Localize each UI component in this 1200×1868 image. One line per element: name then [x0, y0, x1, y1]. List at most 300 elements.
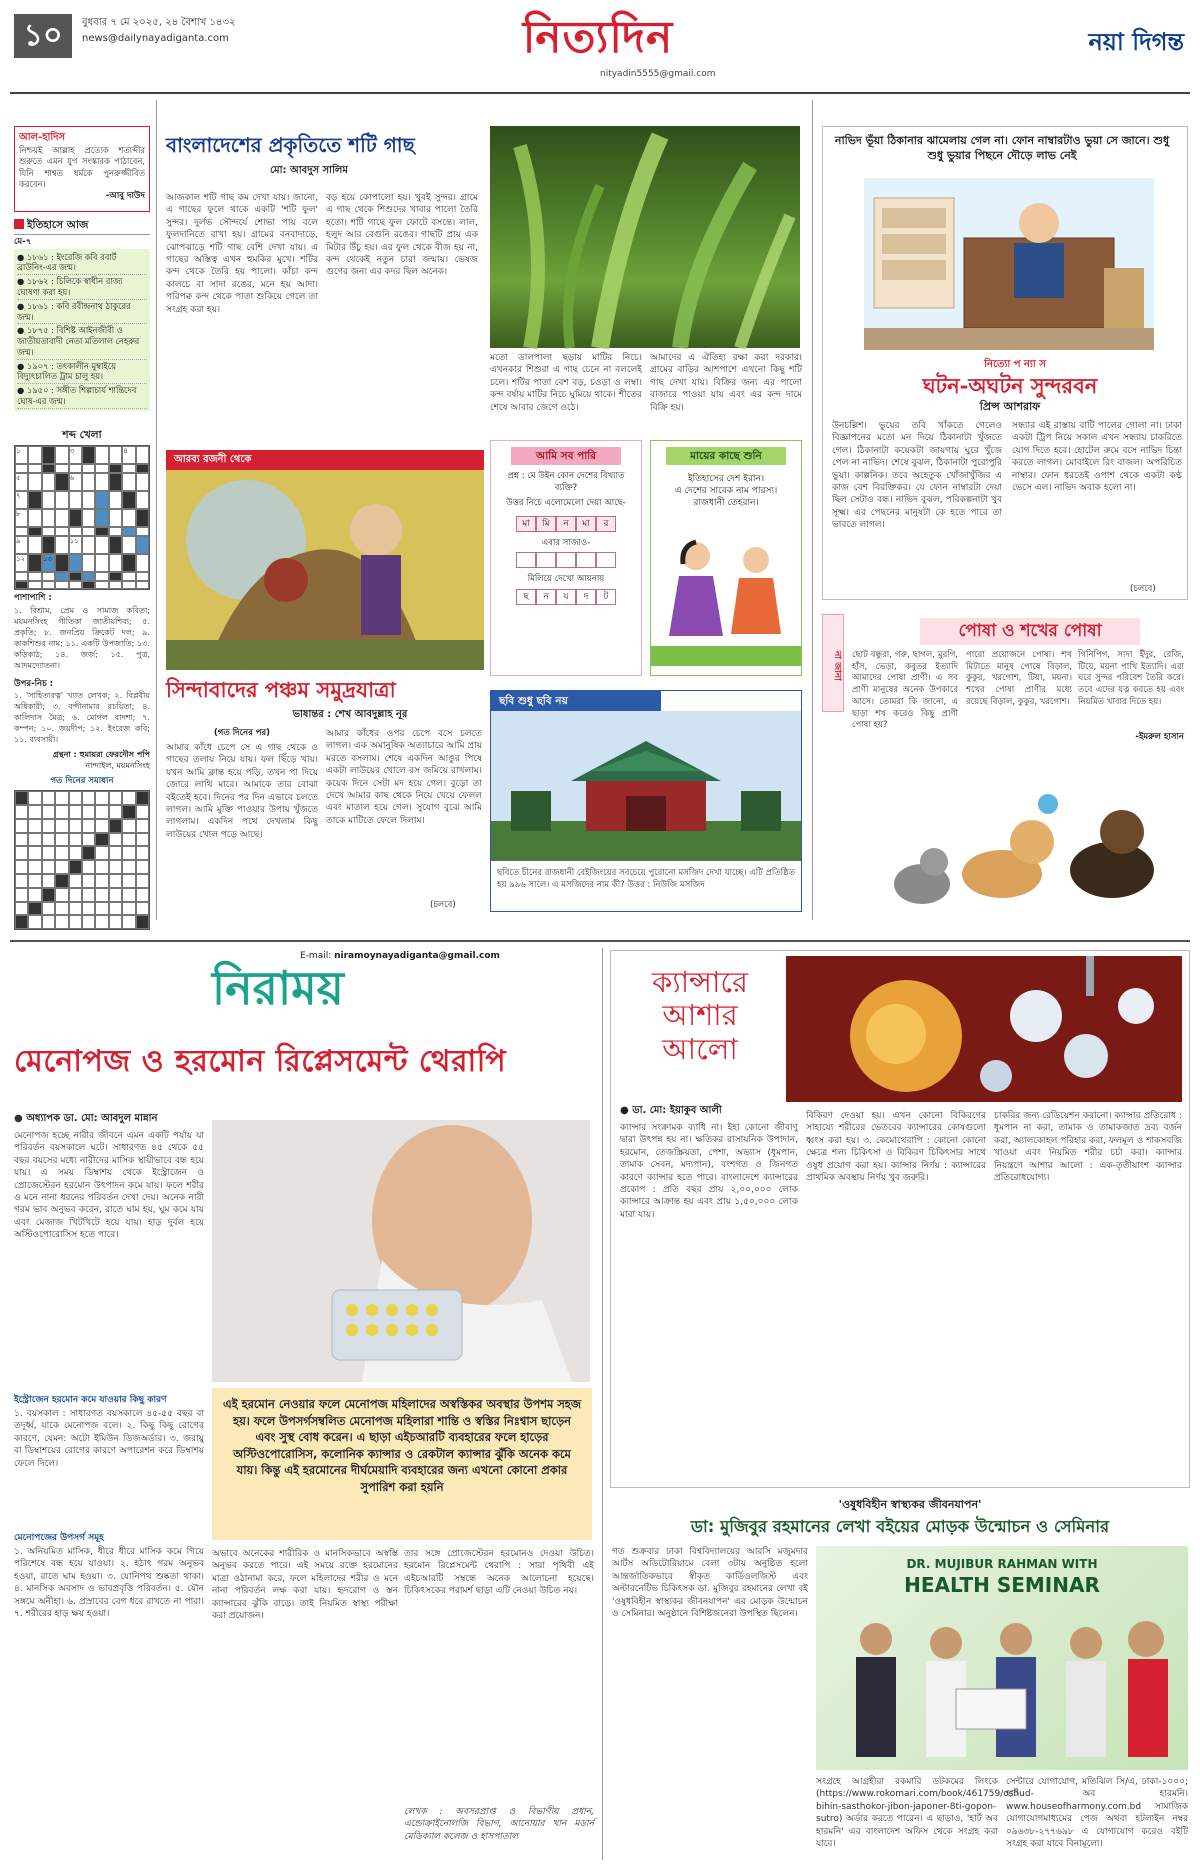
crossword-cell[interactable]: [95, 572, 108, 581]
cancer-title-3: আলো: [662, 1031, 738, 1066]
plant-photo: [490, 126, 800, 348]
quiz-letter: য: [556, 589, 576, 605]
crossword-cell[interactable]: [55, 446, 68, 464]
trees-title: বাংলাদেশের প্রকৃতিতে শটি গাছ: [166, 133, 415, 157]
crossword-cell[interactable]: [82, 446, 95, 464]
arabian-illustration: [166, 470, 484, 670]
answer-cell: [42, 902, 55, 916]
crossword-cell[interactable]: [55, 554, 68, 572]
pets-box: [822, 614, 1188, 916]
answer-cell: [95, 791, 108, 805]
answer-cell: [28, 860, 41, 874]
crossword-cell[interactable]: [42, 509, 55, 527]
answer-cell: [15, 860, 28, 874]
trees-col4: আমাদের এ ঐতিহ্য রক্ষা করা দরকার। গ্রামের বাড়ির আশপাশে এখনো কিছু শটি গাছ দেখা যায়। বিক্রির জন্য এর পালো বাজারে পাওয়া যায় এবং এর কন্দ দামে বিক্রি হয়।: [650, 353, 802, 413]
answer-cell: [136, 860, 149, 874]
answer-cell: [15, 902, 28, 916]
crossword-cell[interactable]: [136, 572, 149, 581]
answer-cell: [69, 860, 82, 874]
crossword-cell[interactable]: [55, 491, 68, 509]
crossword-cell[interactable]: [28, 527, 41, 536]
answer-cell: [136, 874, 149, 888]
arabian-tab: আরব্য রজনী থেকে: [166, 450, 484, 470]
pets-col1: ছোট বন্ধুরা, গরু, ছাগল, মুরগি, হাঁস, ভেড়া, কবুতর ইত্যাদি আমাদের পোষা প্রাণী। এ সব প্রাণী মানুষের অনেক উপকারে আসে। তোমরা কি জানো, এ ছাড়া শখ করেও কিছু প্রাণী পোষা হয়?: [852, 650, 958, 731]
answer-cell: [122, 819, 135, 833]
crossword-cell[interactable]: [95, 446, 108, 464]
quiz-box: [490, 440, 642, 676]
hadith-text: নিশ্চয়ই আল্লাহ প্রত্যেক শতাব্দীর শুরুতে এমন যুগ সংস্কারক পাঠাবেন, যিনি শাশ্বত ধর্মকে পুনরুজ্জীবিত করবেন।: [19, 144, 145, 190]
crossword-cell[interactable]: [55, 581, 68, 590]
answer-cell: [122, 915, 135, 929]
crossword-cell[interactable]: [15, 464, 28, 473]
answer-cell: [55, 888, 68, 902]
answer-cell: [15, 833, 28, 847]
section-title: নিত্যদিন: [522, 12, 674, 63]
crossword-cell[interactable]: [69, 554, 82, 572]
arabian-translator: ভাষান্তর : শেখ আবদুল্লাহ নূর: [292, 709, 408, 720]
answer-cell: [136, 902, 149, 916]
crossword-cell[interactable]: [122, 581, 135, 590]
answer-cell: [15, 915, 28, 929]
answer-cell: [55, 860, 68, 874]
answer-cell: [122, 791, 135, 805]
pets-col3: গিনিপিগ, সাদা ইঁদুর, রেজি, টিয়ে, ময়না পাখি ইত্যাদি। এরা ঘরে সুন্দর পরিবেশ তৈরি করে। তবে এদের যত্ন করতে হয় এবং নিয়মিত খাবার দিতে হয়।: [1078, 650, 1184, 707]
answer-cell: [69, 846, 82, 860]
arabian-prev: (গত দিনের পর): [213, 728, 271, 738]
quiz-letter: মা: [516, 516, 536, 532]
answer-cell: [136, 888, 149, 902]
crossword-cell[interactable]: ১২: [15, 554, 28, 572]
answer-cell: [95, 860, 108, 874]
answer-cell: [95, 902, 108, 916]
crossword-cell[interactable]: [82, 464, 95, 473]
answer-cell: [82, 874, 95, 888]
answer-cell: [82, 915, 95, 929]
crossword-cell[interactable]: [109, 536, 122, 554]
answer-cell: [15, 805, 28, 819]
brand-logo: নয়া দিগন্ত: [1088, 27, 1184, 56]
crossword-cell[interactable]: [136, 446, 149, 464]
crossword-cell[interactable]: [28, 554, 41, 572]
arabian-col2: আমার কাঁধের ওপর চেপে বসে চলতে লাগল। এক অমানুষিক অত্যাচারে আমি প্রায় মরতে বসলাম। শেষে একদিন আঙুর পিষে একটা লাউয়ের খোলে রস জমিয়ে রাখলাম। কয়েক দিনে সেটা মদ হয়ে গেল। বুড়ো তা দেখে আমার কাছ থেকে নিয়ে খেয়ে ফেলল এবং মাতাল হয়ে গেল। সুযোগ বুঝে আমি তাকে মাটিতে ফেলে দিলাম।: [326, 729, 482, 826]
cancer-col1: ক্যান্সার সংক্রামক ব্যাধি না। ইহা কোনো জীবাণু দ্বারা উৎপন্ন হয় না। ক্ষতিকর রাসায়নিক উপাদান, হরমোন, তেজস্ক্রিয়তা, পেশা, অভ্যাস (ধূমপান, তামাক সেবন, মদ্যপান), বংশগত ও জিনগত কারণে ক্যান্সার হতে পারে। বাংলাদেশে ক্যান্সারের প্রকোপ : প্রতি বছর প্রায় ২,০০,০০০ লোক ক্যান্সারে আক্রান্ত হয় এবং প্রায় ১,৫০,০০০ লোক মারা যায়।: [620, 1123, 798, 1220]
crossword-cell[interactable]: [55, 509, 68, 527]
crossword-cell[interactable]: [28, 572, 41, 581]
crossword-cell[interactable]: [28, 536, 41, 554]
answer-cell: [82, 819, 95, 833]
crossword-cell[interactable]: [28, 464, 41, 473]
crossword-cell[interactable]: [55, 464, 68, 473]
answer-cell: [109, 833, 122, 847]
crossword-cell[interactable]: [69, 464, 82, 473]
answer-cell: [28, 805, 41, 819]
crossword-cell[interactable]: [82, 473, 95, 491]
trees-col1: আজকাল শটি গাছ কম দেখা যায়। জানো, এ গাছের ফুলে থাকে একটি 'শটি ফুল' সুন্দর। দুর্লভ সৌন্দর্যে শোভা পায় বলে ফুলদানিতে রাখা হয়। গ্রামের বনবাদাড়ে, ঝোপঝাড়ে শটি গাছ বেশি দেখা যায়। এ গাছের অস্তিত্ব এখন হুমকির মুখে। শটির কন্দ থেকে তৈরি হয় পালো। কাঁচা কন্দ কালচে বা সাদা রঙের, মনে হয় আদা। পরিপক্ব কন্দ থেকে পাতা শুকিয়ে গেলে তা সংগ্রহ করা হয়।: [166, 193, 318, 315]
history-item: ● ১৮৬১ : ইংরেজি কবি রবার্ট ব্রাউনিং-এর জন্ম।: [17, 251, 147, 276]
crossword-cell[interactable]: [55, 473, 68, 491]
crossword-cell[interactable]: [28, 581, 41, 590]
quiz-check: মিলিয়ে দেখো আয়নায়: [527, 574, 605, 585]
quiz-letter: ন: [556, 516, 576, 532]
story-col2: সন্ধ্যার এই রাস্তায় বাটি পালের গোলা না। ঢাকা একটা ট্রিপ নিয়ে সকাল এখন সন্ধ্যায় চাকরিতে যোগ দিতে হবে। হোটেল রুমে বসে নাভিদ চিন্তা করতে লাগল। মোবাইলে রিং বাজল। অপরিচিত নাম্বার। ফোন ধরতেই ওপাশ থেকে একটা কণ্ঠ ভেসে এল। নাভিদ অবাক হলো না।: [1012, 421, 1182, 494]
crossword-cell[interactable]: [55, 527, 68, 536]
answer-cell: [42, 874, 55, 888]
answer-cell: [69, 902, 82, 916]
crossword-answer-grid: [14, 790, 150, 930]
crossword-cell[interactable]: [136, 473, 149, 491]
crossword-cell[interactable]: [109, 473, 122, 491]
answer-cell: [95, 874, 108, 888]
history-item: ● ১৮৭৫ : বিশিষ্ট আইনজীবী ও জাতীয়তাবাদী নেতা মতিলাল নেহরুর জন্ম।: [17, 324, 147, 359]
history-item: ● ১৯৫০ : সঙ্গীত শিল্পাচার্য শান্তিদেব ঘোষ-এর জন্ম।: [17, 384, 147, 409]
crossword-cell[interactable]: ৬: [69, 473, 82, 491]
email-label: E-mail:: [300, 951, 332, 961]
story-note: নাভিদ ভূঁয়া ঠিকানার ঝামেলায় গেল না। ফোন নাম্বারটাও ভুয়া সে জানে। শুধু শুধু ভুয়ার পিছনে দৌড়ে লাভ নেই: [834, 134, 1170, 162]
history-list: [14, 249, 150, 411]
crossword-cell[interactable]: [122, 464, 135, 473]
answer-cell: [28, 902, 41, 916]
answer-cell: [69, 888, 82, 902]
answer-cell: [69, 805, 82, 819]
crossword-cell[interactable]: [42, 464, 55, 473]
quiz-answer-row: [491, 589, 641, 605]
answer-cell: [28, 846, 41, 860]
crossword-grid[interactable]: [14, 445, 150, 590]
crossword-cell[interactable]: [69, 572, 82, 581]
story-label: নিত্যো প ন্যা স: [984, 359, 1046, 370]
photo-only-caption: ছবিতে চীনের রাজধানী বেইজিংয়ের সবচেয়ে পুরোনো মসজিদ দেখা যাচ্ছে। এটি প্রতিষ্ঠিত হয় ৯৯৬ সালে। এ মসজিদের নাম কী? উত্তর : নিউজি মসজিদ: [497, 868, 795, 891]
crossword-cell[interactable]: [95, 527, 108, 536]
arabian-title: সিন্দাবাদের পঞ্চম সমুদ্রযাত্রা: [166, 677, 396, 702]
answer-cell: [122, 860, 135, 874]
crossword-cell[interactable]: [122, 527, 135, 536]
quiz-blank[interactable]: [596, 552, 616, 568]
crossword-cell[interactable]: [122, 536, 135, 554]
cancer-author: [620, 1104, 780, 1118]
answer-cell: [15, 791, 28, 805]
crossword-cell[interactable]: ১১: [69, 536, 82, 554]
answer-title: গত দিনের সমাধান: [50, 775, 114, 786]
pets-side-label: না জানা: [822, 614, 844, 712]
crossword-cell[interactable]: [15, 527, 28, 536]
answer-cell: [109, 874, 122, 888]
crossword-cell[interactable]: ৯: [15, 536, 28, 554]
mother-title: মায়ের কাছে শুনি: [666, 447, 786, 465]
cancer-title-2: আশার: [662, 998, 738, 1033]
answer-cell: [55, 791, 68, 805]
crossword-cell[interactable]: ১: [15, 446, 28, 464]
crossword-cell[interactable]: [42, 527, 55, 536]
plant-leaves-illustration: [490, 126, 800, 348]
compiler-location: নান্দাইল, ময়মনসিংহ: [85, 760, 150, 770]
sub1-title: ইস্ট্রোজেন হরমোন কমে যাওয়ার কিছু কারণ: [14, 1395, 167, 1405]
answer-cell: [55, 874, 68, 888]
answer-cell: [82, 846, 95, 860]
crossword-cell[interactable]: [109, 446, 122, 464]
cancer-photo: [786, 956, 1182, 1102]
crossword-cell[interactable]: [55, 536, 68, 554]
crossword-cell[interactable]: [136, 554, 149, 572]
crossword-cell[interactable]: ১৩: [42, 554, 55, 572]
answer-cell: [69, 791, 82, 805]
crossword-cell[interactable]: [136, 527, 149, 536]
sub1-text: ১. বয়সকাল : সাধারণত বয়সকালে ৪৫-৫৫ বছর বা তদূর্ধ্ব, যাকে মেনোপজ বলে। ২. কিছু কিছু রোগের কারণে, যেমন: অটো ইমিউন ডিজঅর্ডার। ৩. জরায়ু বা ডিম্বাশয়ের রোগের কারণে অপারেশন করে ডিম্বাশয় ফেলে দিলে।: [14, 1409, 204, 1469]
sub2-title: মেনোপজের উপসর্গ সমূহ: [14, 1533, 104, 1543]
across-title: পাশাপাশি :: [14, 593, 52, 604]
seminar-photo: [816, 1546, 1188, 1770]
crossword-cell[interactable]: ৮: [15, 509, 28, 527]
answer-cell: [95, 819, 108, 833]
crossword-cell[interactable]: [15, 572, 28, 581]
quiz-title: আমি সব পারি: [511, 447, 621, 465]
quiz-question: প্রশ্ন : মে উইন কোন দেশের বিখ্যাত ব্যক্তি?: [507, 471, 625, 493]
crossword-cell[interactable]: [122, 473, 135, 491]
mother-line1: ইতিহাসের দেশ ইরান।: [687, 474, 765, 485]
answer-cell: [42, 791, 55, 805]
answer-cell: [55, 846, 68, 860]
arabian-continued: (চলবে): [430, 900, 456, 910]
answer-cell: [82, 902, 95, 916]
menopause-intro: মেনোপজ হচ্ছে নারীর জীবনে এমন একটি পর্যায় যা পরিবর্তন বয়সকালে ঘটে। সাধারণত ৪৫ থেকে ৫৫ বছর বয়সের মধ্যে নারীদের মাসিক স্থায়ীভাবে বন্ধ হয়ে যায়। এ সময় ডিম্বাশয় থেকে ইস্ট্রোজেন ও প্রোজেস্টেরন হরমোন উৎপাদন কমে যায়। ফলে শরীর ও মনে নানা ধরনের পরিবর্তন দেখা দেয়। অনেক নারী গরম ভাব অনুভব করেন, রাতে ঘাম হয়, ঘুম কমে যায় এবং মেজাজ খিটখিটে হয়ে যায়। হাড় দুর্বল হয়ে অস্টিওপোরোসিস হতে পারে।: [14, 1131, 204, 1241]
answer-cell: [28, 819, 41, 833]
answer-cell: [42, 805, 55, 819]
quiz-letter: ন: [536, 589, 556, 605]
answer-cell: [136, 819, 149, 833]
crossword-cell[interactable]: [109, 581, 122, 590]
hadith-box: [14, 126, 150, 212]
crossword-cell[interactable]: [122, 572, 135, 581]
crossword-cell[interactable]: [28, 446, 41, 464]
trees-author: মো: আবদুস সালিম: [270, 165, 348, 176]
answer-cell: [122, 902, 135, 916]
crossword-cell[interactable]: ৩: [69, 446, 82, 464]
calendar-icon: [14, 219, 24, 229]
answer-cell: [55, 805, 68, 819]
answer-cell: [109, 819, 122, 833]
crossword-cell[interactable]: ৭: [15, 491, 28, 509]
crossword-cell[interactable]: [95, 536, 108, 554]
crossword-cell[interactable]: ৫: [15, 473, 28, 491]
answer-cell: [82, 833, 95, 847]
answer-cell: [122, 888, 135, 902]
quiz-letter: মা: [576, 516, 596, 532]
quiz-blank[interactable]: [576, 552, 596, 568]
answer-cell: [109, 805, 122, 819]
answer-cell: [95, 846, 108, 860]
answer-cell: [28, 915, 41, 929]
photo-only-box: [490, 690, 802, 912]
arabian-col1: আমার কাঁধে চেপে সে এ গাছ থেকে ও গাছের তলায় নিয়ে যায়। ফল ছিঁড়ে খায়। যখন আমি ক্লান্ত হয়ে পড়ি, তখন পা দিয়ে জোরে লাথি মারে। আমাকে তার বোঝা বইতেই হবে। দিনের পর দিন এভাবে চলতে লাগল। আমি মুক্তি পাওয়ার উপায় খুঁজতে লাগলাম। একদিন পথে দেখলাম কিছু লাউয়ের খোল পড়ে আছে।: [166, 743, 318, 840]
crossword-cell[interactable]: ৪: [122, 446, 135, 464]
answer-cell: [136, 915, 149, 929]
crossword-cell[interactable]: [109, 509, 122, 527]
answer-cell: [15, 819, 28, 833]
quiz-letter: মি: [536, 516, 556, 532]
answer-cell: [136, 833, 149, 847]
crossword-cell[interactable]: [122, 509, 135, 527]
crossword-cell[interactable]: [82, 527, 95, 536]
menopause-footer: লেখক : অবসরপ্রাপ্ত ও বিভাগীয় প্রধান, এন্ডোক্রাইনোলজি বিভাগ, আনোয়ার খান মডার্ন মেডিক্যাল কলেজ ও হাসপাতাল: [404, 1807, 594, 1842]
quiz-letter: ট: [596, 589, 616, 605]
crossword-cell[interactable]: [28, 491, 41, 509]
answer-cell: [95, 915, 108, 929]
answer-cell: [82, 888, 95, 902]
answer-cell: [55, 902, 68, 916]
crossword-cell[interactable]: [55, 572, 68, 581]
story-illustration: [864, 178, 1154, 350]
photo-only-title: ছবি শুধু ছবি নয়: [491, 691, 661, 711]
story-continued: (চলবে): [1130, 584, 1156, 594]
quiz-blank[interactable]: [556, 552, 576, 568]
mosque-photo: [491, 711, 801, 861]
answer-cell: [82, 860, 95, 874]
crossword-cell[interactable]: [28, 509, 41, 527]
answer-cell: [122, 805, 135, 819]
crossword-cell[interactable]: [95, 581, 108, 590]
crossword-cell[interactable]: [136, 536, 149, 554]
sub2-text: ১. অনিয়মিত মাসিক, ধীরে ধীরে মাসিক কমে গিয়ে পরিশেষে বন্ধ হয়ে যাওয়া। ২. হঠাৎ গরম অনুভব হওয়া, রাতে ঘাম হওয়া। ৩. যোনিপথ শুষ্কতা থাকা। ৪. মানসিক অবসাদ ও ভাবপ্রবৃত্তি পরিবর্তন। ৫. যৌন সঙ্গমে অনীহা। ৬. প্রস্রাবের বেগ ধরে রাখতে না পারা। ৭. শরীরের হাড় ক্ষয় হওয়া।: [14, 1547, 204, 1620]
cells-illustration: [786, 956, 1182, 1102]
answer-cell: [28, 791, 41, 805]
crossword-cell[interactable]: [95, 464, 108, 473]
crossword-cell[interactable]: [122, 491, 135, 509]
down-title: উপর-নিচ :: [14, 678, 54, 689]
crossword-cell[interactable]: [109, 554, 122, 572]
seminar-col1: গত শুক্রবার ঢাকা বিশ্ববিদ্যালয়ের আরসি মজুমদার আর্টস অডিটোরিয়ামে বেলা ৩টায় অনুষ্ঠিত হলো আন্তর্জাতিকভাবে স্বীকৃত কার্ডিওলজিস্ট এবং অল্টারনেটিভ চিকিৎসক ডা. মুজিবুর রহমানের লেখা বই 'ওষুধবিহীন স্বাস্থ্যকর জীবনযাপন' এর মোড়ক উন্মোচন ও সেমিনার। অনুষ্ঠানে বিশিষ্টজনেরা উপস্থিত ছিলেন।: [612, 1547, 808, 1620]
quiz-blank-row[interactable]: [491, 552, 641, 568]
crossword-cell[interactable]: [42, 491, 55, 509]
menopause-highlight: এই হরমোন নেওয়ার ফলে মেনোপজ মহিলাদের অস্বস্তিকর অবস্থার উপশম সহজ হয়। ফলে উপসর্গসম্বলিত মেনোপজ মহিলারা শান্তি ও স্বস্তির নিঃশ্বাস ছাড়েন এবং সুস্থ বোধ করেন। এ ছাড়া এইচআরটি ব্যবহারের ফলে হাড়ের অস্টিওপোরোসিস, কলোনিক ক্যান্সার ও রেকটাল ক্যান্সার ঝুঁকি অনেক কমে যায়। কিন্তু এই হরমোনের দীর্ঘমেয়াদি ব্যবহারের জন্য এখনো কোনো প্রকার সুপারিশ করা হয়নি: [212, 1388, 592, 1540]
hadith-title: আল-হাদিস: [19, 132, 66, 143]
answer-cell: [122, 874, 135, 888]
history-box: [14, 218, 150, 418]
crossword-cell[interactable]: [69, 491, 82, 509]
seminar-title: ডা: মুজিবুর রহমানের লেখা বইয়ের মোড়ক উন্মোচন ও সেমিনার: [690, 1517, 1110, 1536]
answer-cell: [55, 833, 68, 847]
crossword-cell[interactable]: [82, 572, 95, 581]
answer-cell: [109, 915, 122, 929]
crossword-cell[interactable]: [109, 572, 122, 581]
hadith-source: -আবু দাউদ: [105, 190, 145, 201]
answer-cell: [42, 833, 55, 847]
office-illustration: [864, 178, 1154, 350]
quiz-letters: [491, 516, 641, 532]
menopause-author-name: অধ্যাপক ডা. মো: আবদুল মান্নান: [26, 1113, 158, 1124]
email-value[interactable]: niramoynayadiganta@gmail.com: [334, 951, 500, 961]
crossword-cell[interactable]: [42, 572, 55, 581]
crossword-cell[interactable]: [136, 581, 149, 590]
compiler: গ্রন্থনা : হুমায়রা ফেরদৌস পপি: [52, 750, 150, 760]
answer-cell: [28, 874, 41, 888]
menopause-title: মেনোপজ ও হরমোন রিপ্লেসমেন্ট থেরাপি: [14, 1044, 507, 1079]
crossword-cell[interactable]: [82, 581, 95, 590]
answer-cell: [28, 888, 41, 902]
crossword-cell[interactable]: [82, 554, 95, 572]
bullet-icon: ●: [14, 1113, 27, 1124]
seminar-col2: সংগ্রহে আগ্রহীরা রকমারি ডটকমের লিংকে (https://www.rokomari.com/book/461759/oshud-bihin-sasthokor-jibon-japoner-8ti-gopon-sutro) অর্ডার করতে পারেন। এ ছাড়াও, 'হার্ট অব হারমনি' এর বাংলাদেশ অফিস থেকে সংগ্রহ করা যাবে।: [816, 1777, 1034, 1850]
crossword-cell[interactable]: [69, 581, 82, 590]
answer-cell: [15, 846, 28, 860]
menopause-col2: অভাবে অনেকের শারীরিক ও মানসিকভাবে অস্বস্তি অনুভব করতে পারে। এই সময়ে রক্তে হরমোনের মাত্রা ওঠানামা করে, ফলে মহিলাদের শরীর ও মনে নানা পরিবর্তন লক্ষ করা যায়। হৃদরোগ ও স্তন ক্যান্সারের ঝুঁকি বাড়ে। তাই নিয়মিত স্বাস্থ্য পরীক্ষা করা প্রয়োজন।: [212, 1549, 398, 1622]
banner-line2: HEALTH SEMINAR: [904, 1573, 1100, 1598]
trees-col2: বড় হয়ে কোপালো হয়। খুবই সুন্দর। গ্রামে এ গাছ থেকে শিশুদের খাবার পালো তৈরি হতো। শটি গাছে ফুল ফোটে বসন্তে। লাল, হলুদ আর বেগুনি রঙের। গাছটি প্রায় এক মিটার উঁচু হয়। এর ফুল থেকে বীজ হয় না, কন্দ থেকেই নতুন চারা জন্মায়। ভেষজ গুণের জন্য এর কদর ছিল অনেক।: [326, 193, 478, 278]
story-title: ঘটন-অঘটন সুন্দরবন: [922, 373, 1098, 398]
crossword-cell[interactable]: [95, 491, 108, 509]
pills-photo: [212, 1120, 590, 1382]
cancer-title-1: ক্যান্সারে: [652, 965, 748, 999]
answer-cell: [136, 846, 149, 860]
answer-cell: [122, 846, 135, 860]
niramoy-title: নিরাময়: [212, 961, 344, 1015]
crossword-cell[interactable]: [136, 509, 149, 527]
website[interactable]: news@dailynayadiganta.com: [82, 33, 229, 44]
quiz-blank[interactable]: [536, 552, 556, 568]
crossword-cell[interactable]: [82, 491, 95, 509]
crossword-cell[interactable]: [109, 527, 122, 536]
crossword-cell[interactable]: [95, 554, 108, 572]
girls-illustration: [651, 516, 801, 666]
crossword-cell[interactable]: ২: [42, 446, 55, 464]
history-title-text: ইতিহাসে আজ: [27, 219, 89, 231]
crossword-cell[interactable]: [82, 509, 95, 527]
history-item: ● ১৮৬২ : চিলিকে স্বাধীন রাজ্য ঘোষণা করা হয়।: [17, 275, 147, 300]
crossword-cell[interactable]: [95, 509, 108, 527]
answer-cell: [109, 888, 122, 902]
section-email[interactable]: nityadin5555@gmail.com: [600, 69, 716, 79]
crossword-cell[interactable]: [69, 509, 82, 527]
answer-cell: [15, 874, 28, 888]
crossword-cell[interactable]: [109, 464, 122, 473]
seminar-kicker: 'ওষুধবিহীন স্বাস্থ্যকর জীবনযাপন': [838, 1498, 982, 1511]
crossword-cell[interactable]: ১০: [42, 536, 55, 554]
crossword-cell[interactable]: [136, 464, 149, 473]
crossword-cell[interactable]: [42, 581, 55, 590]
bullet-icon-2: ●: [620, 1105, 633, 1116]
crossword-cell[interactable]: [28, 473, 41, 491]
crossword-cell[interactable]: [82, 536, 95, 554]
cancer-title: [620, 966, 780, 1066]
answer-cell: [122, 833, 135, 847]
quiz-arrange: এবার সাজাও-: [541, 537, 591, 548]
crossword-cell[interactable]: [109, 491, 122, 509]
date-line: বুধবার ৭ মে ২০২৫, ২৪ বৈশাখ ১৪৩২: [82, 17, 236, 28]
crossword-cell[interactable]: [95, 473, 108, 491]
quiz-blank[interactable]: [516, 552, 536, 568]
history-item: ● ১৯০৭ : তৎকালীন মুম্বাইয়ে বিদ্যুৎচালিত ট্রাম চালু হয়।: [17, 360, 147, 385]
menopause-col3: তার সঙ্গে প্রোজেস্টেরন হরমোনও দেওয়া উচিত। হরমোন রিপ্লেসমেন্ট থেরাপি : সারা পৃথিবী এই এইচআরটি সম্বন্ধে অনেক আলোচনা হয়েছে। চিকিৎসকের পরামর্শ ছাড়া এটি নেওয়া উচিত নয়।: [404, 1549, 594, 1597]
answer-cell: [95, 805, 108, 819]
trees-col3: মতো ডালপালা ছড়ায় মাটির নিচে। এখনকার শিশুরা এ গাছ চেনে না বললেই চলে। শটির পাতা বেশ বড়, চওড়া ও লম্বা। কন্দ বর্ষায় মাটির নিচে ঘুমিয়ে থাকে। শীতের শেষে আবার জেগে ওঠে।: [490, 353, 642, 413]
down-clues: ১. 'সাহিত্যরত্ন' খ্যাত লেখক; ২. বিপ্লবীয় অধিকারী; ৩. বন্দীনামার রচয়িতা; ৪. কালিদাস মৈত্র; ৬. মোগল বাদশা; ৭. কম্পন; ১০. জয়দীপ; ১২. ইংরেজ কবি; ১১. ব্যবসায়ী।: [14, 691, 150, 745]
answer-cell: [69, 833, 82, 847]
crossword-cell[interactable]: [42, 473, 55, 491]
answer-cell: [109, 791, 122, 805]
genie-illustration: [166, 470, 484, 670]
answer-cell: [28, 833, 41, 847]
crossword-cell[interactable]: [122, 554, 135, 572]
quiz-instruction: উত্তর নিচে এলোমেলো দেয়া আছে-: [506, 498, 626, 509]
history-item: ● ১৮৬১ : কবি রবীন্দ্রনাথ ঠাকুরের জন্ম।: [17, 300, 147, 325]
crossword-cell[interactable]: [69, 527, 82, 536]
answer-cell: [69, 819, 82, 833]
answer-cell: [55, 819, 68, 833]
crossword-cell[interactable]: [136, 491, 149, 509]
crossword-cell[interactable]: [15, 581, 28, 590]
answer-cell: [42, 846, 55, 860]
across-clues: ১. বিশ্রাম, প্রেম ও সামাজ কবিতা; ময়মনসিংহ গীতিকা জাতীয়শিব্য; ৫. প্রকৃতি; ৮. জনপ্রিয় ক্রিকেট দল; ৯. কাকশিশুর নাম; ১১. একটি উপজাতি; ১৩. কড়িকাঠ; ১৪. জর্জ; ১৫. পুত্র, আদমদ্যোতনা।: [14, 605, 150, 670]
pets-illustration: [882, 754, 1182, 914]
mother-line3: রাজধানী তেহরান।: [693, 498, 759, 509]
